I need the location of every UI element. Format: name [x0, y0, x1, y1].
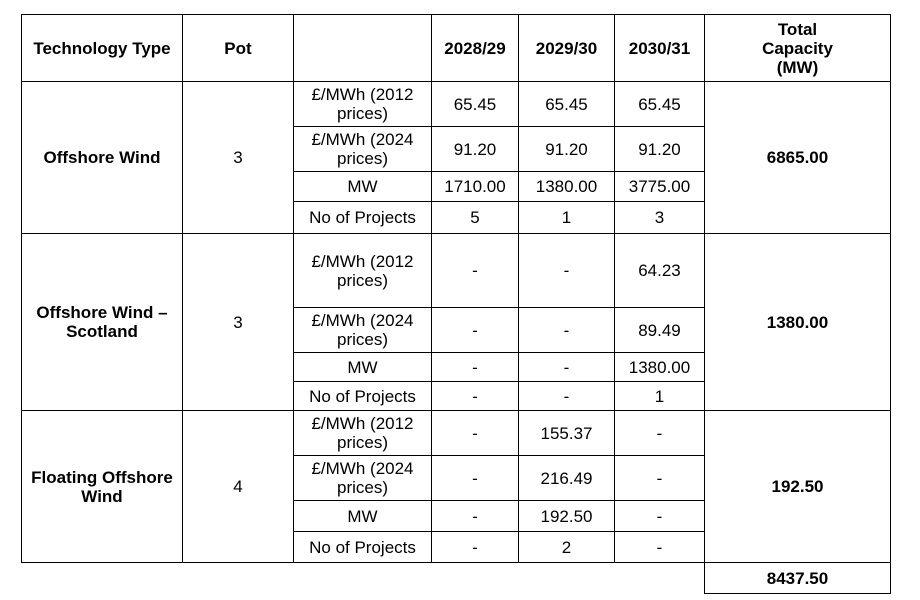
value-cell: - [432, 456, 519, 501]
value-cell: 91.20 [615, 127, 705, 172]
table-row [22, 82, 891, 127]
value-cell: 1 [615, 382, 705, 411]
value-cell: 64.23 [615, 234, 705, 308]
header-technology-type: Technology Type [22, 15, 183, 82]
metric-cell: No of Projects [294, 532, 432, 563]
pot-cell: 3 [183, 82, 294, 234]
value-cell: - [432, 411, 519, 456]
value-cell: - [432, 308, 519, 353]
pot-cell: 3 [183, 234, 294, 411]
value-cell: 91.20 [519, 127, 615, 172]
value-cell: - [432, 382, 519, 411]
value-cell: 1380.00 [615, 353, 705, 382]
header-total-capacity: Total Capacity (MW) [705, 15, 891, 82]
value-cell: - [519, 234, 615, 308]
value-cell: 2 [519, 532, 615, 563]
value-cell: - [432, 532, 519, 563]
value-cell: - [519, 382, 615, 411]
metric-cell: MW [294, 172, 432, 202]
value-cell: - [615, 411, 705, 456]
grand-total-row [22, 563, 891, 594]
value-cell: 155.37 [519, 411, 615, 456]
metric-cell: £/MWh (2024 prices) [294, 456, 432, 501]
grand-total-cell: 8437.50 [705, 563, 891, 594]
header-year-2030: 2030/31 [615, 15, 705, 82]
value-cell: 65.45 [615, 82, 705, 127]
value-cell: - [432, 234, 519, 308]
technology-cell: Floating Offshore Wind [22, 411, 183, 563]
value-cell: - [432, 501, 519, 532]
value-cell: 3 [615, 202, 705, 234]
value-cell: 1 [519, 202, 615, 234]
metric-cell: £/MWh (2012 prices) [294, 411, 432, 456]
header-row [22, 15, 891, 82]
results-table [21, 14, 891, 594]
header-pot: Pot [183, 15, 294, 82]
value-cell: 1380.00 [519, 172, 615, 202]
value-cell: 5 [432, 202, 519, 234]
metric-cell: MW [294, 353, 432, 382]
metric-cell: £/MWh (2012 prices) [294, 82, 432, 127]
technology-cell: Offshore Wind – Scotland [22, 234, 183, 411]
value-cell: 65.45 [519, 82, 615, 127]
value-cell: 3775.00 [615, 172, 705, 202]
metric-cell: £/MWh (2012 prices) [294, 234, 432, 308]
header-year-2028: 2028/29 [432, 15, 519, 82]
total-capacity-cell: 6865.00 [705, 82, 891, 234]
metric-cell: MW [294, 501, 432, 532]
value-cell: - [519, 308, 615, 353]
pot-cell: 4 [183, 411, 294, 563]
value-cell: - [615, 456, 705, 501]
table-row [22, 411, 891, 456]
value-cell: - [432, 353, 519, 382]
header-metric [294, 15, 432, 82]
value-cell: 1710.00 [432, 172, 519, 202]
table-row [22, 234, 891, 308]
value-cell: 65.45 [432, 82, 519, 127]
value-cell: 89.49 [615, 308, 705, 353]
total-capacity-cell: 1380.00 [705, 234, 891, 411]
metric-cell: £/MWh (2024 prices) [294, 308, 432, 353]
value-cell: - [519, 353, 615, 382]
value-cell: 216.49 [519, 456, 615, 501]
total-capacity-cell: 192.50 [705, 411, 891, 563]
metric-cell: No of Projects [294, 202, 432, 234]
value-cell: 91.20 [432, 127, 519, 172]
metric-cell: No of Projects [294, 382, 432, 411]
metric-cell: £/MWh (2024 prices) [294, 127, 432, 172]
header-year-2029: 2029/30 [519, 15, 615, 82]
grand-total-spacer [22, 563, 705, 594]
value-cell: - [615, 532, 705, 563]
value-cell: 192.50 [519, 501, 615, 532]
technology-cell: Offshore Wind [22, 82, 183, 234]
value-cell: - [615, 501, 705, 532]
